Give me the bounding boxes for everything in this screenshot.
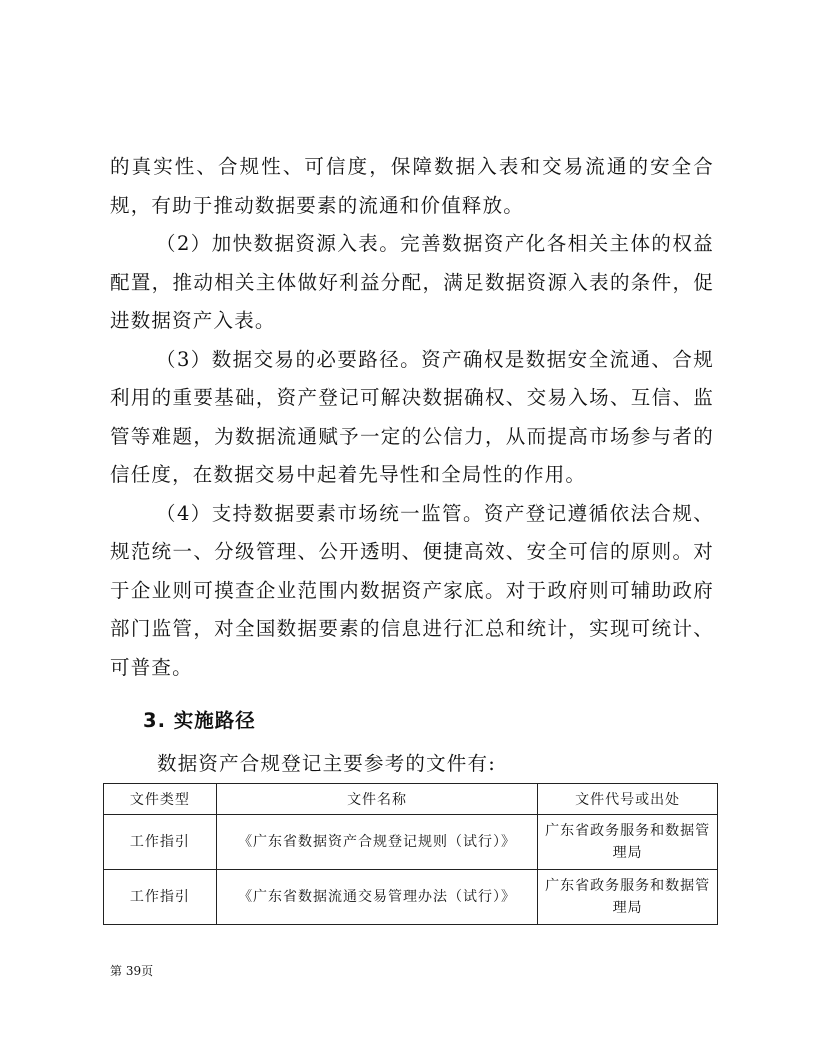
cell-file-type: 工作指引 <box>104 870 217 925</box>
page-number: 第 39页 <box>110 964 154 978</box>
cell-file-type: 工作指引 <box>104 815 217 870</box>
header-file-name: 文件名称 <box>216 784 537 815</box>
paragraph-continuation: 的真实性、合规性、可信度，保障数据入表和交易流通的安全合规，有助于推动数据要素的流通和价值释放。 <box>110 155 714 217</box>
section-heading: 3. 实施路径 <box>143 709 256 732</box>
cell-file-source: 广东省政务服务和数据管理局 <box>538 815 718 870</box>
table-header-row <box>104 784 718 815</box>
reference-documents-table <box>103 783 718 925</box>
header-file-source: 文件代号或出处 <box>538 784 718 815</box>
paragraph-item-4: （4）支持数据要素市场统一监管。资产登记遵循依法合规、规范统一、分级管理、公开透明、便捷高效、安全可信的原则。对于企业则可摸查企业范围内数据资产家底。对于政府则可辅助政府部门监管，对全国数据要素的信息进行汇总和统计，实现可统计、可普查。 <box>110 501 714 679</box>
section-intro: 数据资产合规登记主要参考的文件有: <box>157 752 496 775</box>
table-row <box>104 815 718 870</box>
paragraph-item-3: （3）数据交易的必要路径。资产确权是数据安全流通、合规利用的重要基础，资产登记可解决数据确权、交易入场、互信、监管等难题，为数据流通赋予一定的公信力，从而提高市场参与者的信任度，在数据交易中起着先导性和全局性的作用。 <box>110 347 714 486</box>
cell-file-name: 《广东省数据资产合规登记规则（试行）》 <box>216 815 537 870</box>
header-file-type: 文件类型 <box>104 784 217 815</box>
paragraph-item-2: （2）加快数据资源入表。完善数据资产化各相关主体的权益配置，推动相关主体做好利益分配，满足数据资源入表的条件，促进数据资产入表。 <box>110 232 714 332</box>
cell-file-name: 《广东省数据流通交易管理办法（试行）》 <box>216 870 537 925</box>
table-row <box>104 870 718 925</box>
cell-file-source: 广东省政务服务和数据管理局 <box>538 870 718 925</box>
body-text <box>110 148 714 687</box>
